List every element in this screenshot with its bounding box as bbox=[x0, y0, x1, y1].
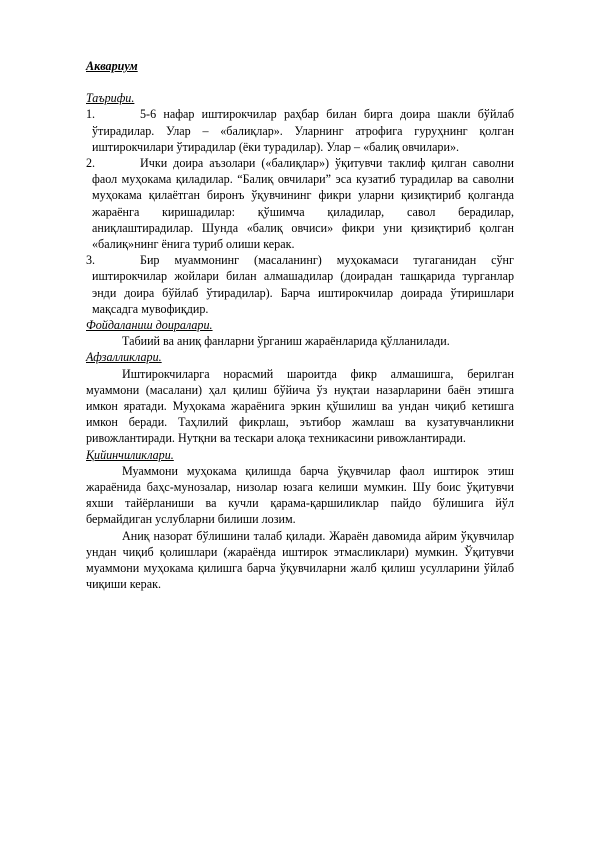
document-page bbox=[86, 58, 514, 593]
list-item bbox=[86, 106, 514, 155]
advantages-paragraph: Иштирокчиларга норасмий шароитда фикр алмашишга, берилган муаммони (масалани) ҳал қилиш бўйича ўз нуқтаи назарларини баён этишга имкон яратади. Муҳокама жараёнига эркин қўшилиш ва ундан чиқиб кетишга имкон беради. Таҳлилий фикрлаш, эътибор жамлаш ва кузатувчанликни ривожлантиради. Нутқни ва тескари алоқа техникасини ривожлантиради. bbox=[86, 366, 514, 446]
list-number: 2. bbox=[86, 156, 96, 171]
usage-paragraph: Табиий ва аниқ фанларни ўрганиш жараёнларида қўлланилади. bbox=[122, 334, 450, 349]
list-number: 1. bbox=[86, 107, 96, 122]
list-item bbox=[86, 155, 514, 252]
document-title: Аквариум bbox=[86, 59, 138, 73]
difficulties-paragraph: Аниқ назорат бўлишини талаб қилади. Жараён давомида айрим ўқувчилар ундан чиқиб қолишлари (жараёнда иштирок этмасликлари) мумкин. Ўқитувчи муаммони муҳокама қилишга барча ўқувчиларни жалб қилиш усулларини ўйлаб чиқиши керак. bbox=[86, 528, 514, 592]
difficulties-paragraph: Муаммони муҳокама қилишда барча ўқувчилар фаол иштирок этиш жараёнида баҳс-мунозалар, низолар юзага келиши мумкин. Шу боис ўқитувчи яхши тайёрланиши ва кучли қарама-қаршиликлар пайдо бўлишига йўл бермайдиган услубларни билиши лозим. bbox=[86, 463, 514, 527]
advantages-heading: Афзалликлари. bbox=[86, 350, 162, 365]
list-item bbox=[86, 252, 514, 317]
list-text: 5-6 нафар иштирокчилар раҳбар билан бирга доира шакли бўйлаб ўтирадилар. Улар – «балиқлар». Уларнинг атрофига гуруҳнинг қолган иштирокчилари ўтирадилар (ёки турадилар). Улар – «балиқ овчилари». bbox=[92, 107, 514, 154]
list-text: Бир муаммонинг (масаланинг) муҳокамаси тугаганидан сўнг иштирокчилар жойлари билан алмашадилар (доирадан ташқарида турганлар энди доира бўйлаб ўтирадилар). Барча иштирокчилар доирада ўтиришлари мақсадга мувофиқдир. bbox=[92, 253, 514, 316]
list-number: 3. bbox=[86, 253, 96, 268]
usage-heading: Фойдаланиш доиралари. bbox=[86, 318, 213, 333]
definition-heading: Таърифи. bbox=[86, 91, 135, 106]
list-text: Ички доира аъзолари («балиқлар») ўқитувчи таклиф қилган саволни фаол муҳокама қиладилар. “Балиқ овчилари” эса кузатиб турадилар ва саволни муҳокама қилаётган биронъ ўқувчининг фикри уларни қизиқтириб қолганда жараёнга киришадилар: қўшимча қиладилар, савол берадилар, аниқлаштирадилар. Шунда «балиқ овчиси» фикри уни қизиқтириб қолган «балиқ»нинг ёнига туриб олиши керак. bbox=[92, 156, 514, 252]
difficulties-heading: Қийинчиликлари. bbox=[86, 447, 174, 462]
